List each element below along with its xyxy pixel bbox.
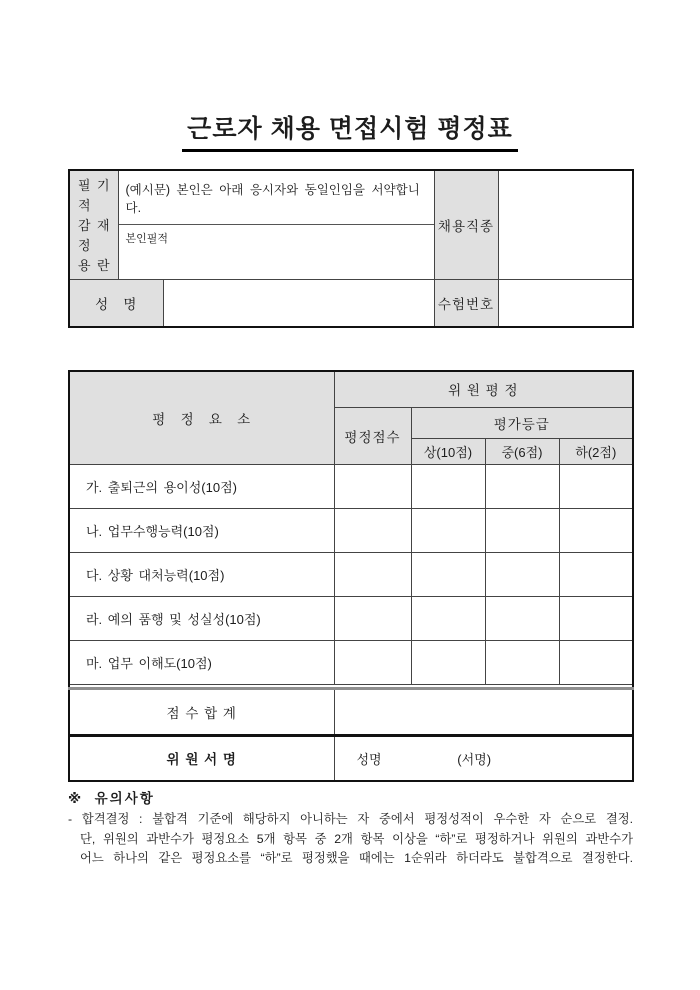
score-cell [334, 464, 411, 508]
signature-name-label: 성명 [356, 751, 382, 767]
name-value-cell [163, 280, 434, 327]
exam-number-label: 수험번호 [434, 280, 498, 327]
evaluation-table [68, 370, 634, 782]
grade-mid-cell [485, 640, 559, 684]
own-handwriting-area [119, 225, 434, 279]
total-score-label: 점 수 합 계 [69, 688, 334, 735]
vertical-label [70, 172, 118, 279]
factor-header: 평 정 요 소 [69, 371, 334, 464]
grade-high-header: 상(10점) [411, 438, 485, 464]
score-header: 평정점수 [334, 407, 411, 464]
score-cell [334, 508, 411, 552]
identification-table [68, 169, 634, 328]
grade-high-cell [411, 508, 485, 552]
example-sentence: (예시문) 본인은 아래 응시자와 동일인임을 서약합니다. [119, 171, 434, 225]
notes-section [68, 787, 633, 869]
page-title: 근로자 채용 면접시험 평정표 [182, 109, 518, 152]
factor-row [69, 596, 633, 640]
grade-low-cell [559, 552, 633, 596]
grade-mid-header: 중(6점) [485, 438, 559, 464]
grade-low-cell [559, 640, 633, 684]
committee-signature-label: 위 원 서 명 [69, 735, 334, 781]
factor-label: 다. 상황 대처능력(10점) [69, 552, 334, 596]
signature-value-cell [334, 735, 633, 781]
vertical-label-col2: 기 재 란 [96, 177, 110, 273]
factor-label: 라. 예의 품행 및 성실성(10점) [69, 596, 334, 640]
name-label: 성 명 [69, 280, 163, 327]
grade-header: 평가등급 [411, 407, 633, 438]
score-cell [334, 640, 411, 684]
committee-evaluation-header: 위 원 평 정 [334, 371, 633, 407]
score-cell [334, 596, 411, 640]
grade-low-cell [559, 508, 633, 552]
factor-row [69, 508, 633, 552]
grade-high-cell [411, 640, 485, 684]
grade-low-header: 하(2점) [559, 438, 633, 464]
vertical-label-col1: 필 적 감 정 용 [78, 177, 91, 273]
total-score-value-cell [334, 688, 633, 735]
note-line: - 합격결정 : 불합격 기준에 해당하지 아니하는 자 중에서 평정성적이 우수한 자 순으로 결정. [68, 812, 633, 826]
notes-title: ※ 유의사항 [68, 791, 155, 806]
title-area [0, 109, 700, 152]
factor-row [69, 464, 633, 508]
score-cell [334, 552, 411, 596]
grade-low-cell [559, 596, 633, 640]
grade-mid-cell [485, 464, 559, 508]
grade-high-cell [411, 596, 485, 640]
grade-mid-cell [485, 596, 559, 640]
note-line: 어느 하나의 같은 평정요소를 “하”로 평정했을 때에는 1순위라 하더라도 불합격으로 결정한다. [80, 851, 633, 866]
exam-number-value-cell [498, 280, 633, 327]
job-type-value-cell [498, 170, 633, 280]
factor-label: 가. 출퇴근의 용이성(10점) [69, 464, 334, 508]
grade-low-cell [559, 464, 633, 508]
signature-mark-label: (서명) [457, 751, 492, 767]
grade-high-cell [411, 552, 485, 596]
own-handwriting-label: 본인필적 [125, 233, 169, 245]
handwriting-sample-cell [118, 170, 434, 280]
job-type-label: 채용직종 [434, 170, 498, 280]
factor-row [69, 552, 633, 596]
note-line: 단, 위원의 과반수가 평정요소 5개 항목 중 2개 항목 이상을 “하”로 평정하거나 위원의 과반수가 [80, 831, 633, 846]
factor-label: 마. 업무 이해도(10점) [69, 640, 334, 684]
grade-mid-cell [485, 508, 559, 552]
handwriting-verification-label-cell [69, 170, 118, 280]
factor-label: 나. 업무수행능력(10점) [69, 508, 334, 552]
grade-high-cell [411, 464, 485, 508]
factor-row [69, 640, 633, 684]
grade-mid-cell [485, 552, 559, 596]
